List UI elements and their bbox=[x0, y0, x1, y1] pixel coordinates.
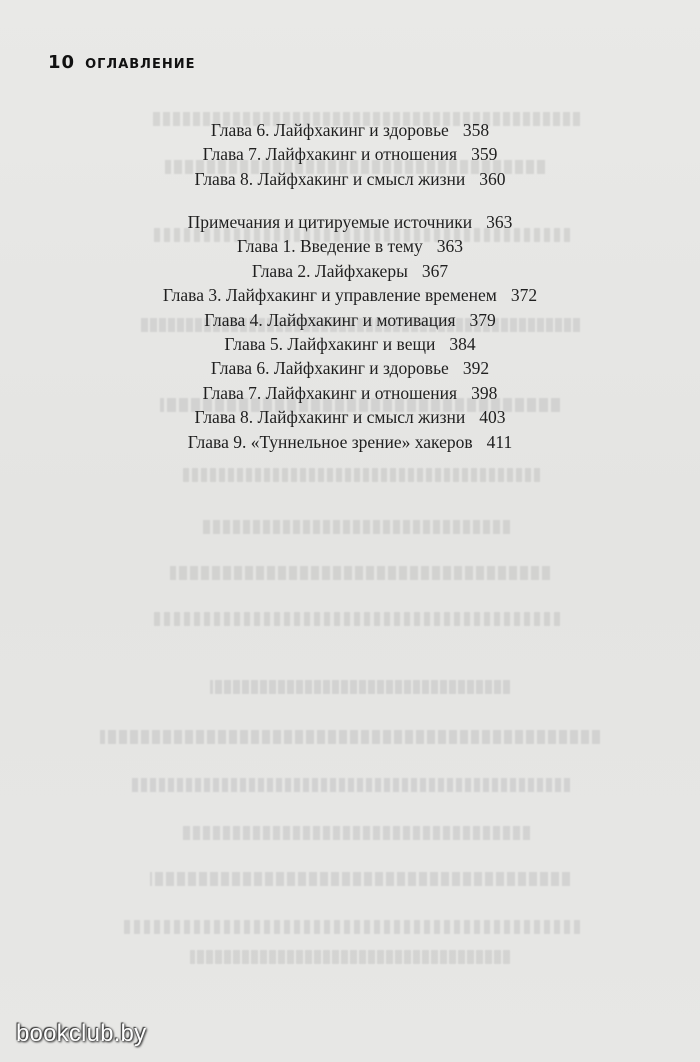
toc-entry-title: Глава 7. Лайфхакинг и отношения bbox=[202, 144, 458, 165]
toc-entry bbox=[0, 430, 700, 454]
toc-entry-page: 398 bbox=[471, 382, 498, 403]
toc-entry bbox=[0, 381, 700, 405]
toc-entry bbox=[0, 210, 700, 234]
toc-entry-title: Глава 8. Лайфхакинг и смысл жизни bbox=[194, 407, 466, 428]
toc-entry-page: 363 bbox=[436, 236, 464, 257]
toc-entry bbox=[0, 167, 700, 191]
toc-block-notes bbox=[0, 210, 700, 454]
toc-entry-page: 360 bbox=[479, 168, 506, 189]
toc-entry bbox=[0, 356, 700, 380]
page-number: 10 bbox=[48, 52, 76, 73]
toc-entry bbox=[0, 405, 700, 429]
toc-entry-title: Глава 3. Лайфхакинг и управление временем bbox=[162, 285, 497, 306]
toc-entry-title: Глава 5. Лайфхакинг и вещи bbox=[224, 334, 436, 355]
toc-entry-page: 363 bbox=[486, 212, 513, 232]
toc-entry-page: 379 bbox=[469, 309, 496, 330]
toc-entry-title: Глава 2. Лайфхакеры bbox=[251, 260, 408, 281]
toc-entry-page: 384 bbox=[449, 334, 476, 355]
toc-entry-page: 411 bbox=[486, 431, 513, 452]
running-title: ОГЛАВЛЕНИЕ bbox=[85, 57, 196, 72]
toc-entry bbox=[0, 234, 700, 258]
page-header bbox=[48, 52, 195, 73]
toc-entry bbox=[0, 308, 700, 332]
toc-entry-page: 372 bbox=[510, 285, 538, 306]
toc-entry-page: 403 bbox=[479, 407, 506, 428]
toc-entry-title: Глава 7. Лайфхакинг и отношения bbox=[202, 382, 458, 403]
site-watermark: bookclub.by bbox=[16, 1020, 147, 1047]
toc-entry-page: 359 bbox=[471, 144, 498, 165]
toc-entry bbox=[0, 332, 700, 356]
toc-entry-title: Глава 6. Лайфхакинг и здоровье bbox=[210, 358, 449, 379]
toc-entry bbox=[0, 118, 700, 142]
toc-entry-page: 392 bbox=[462, 358, 490, 379]
toc-entry bbox=[0, 142, 700, 166]
toc-entry-title: Глава 8. Лайфхакинг и смысл жизни bbox=[194, 168, 466, 189]
toc-entry-page: 358 bbox=[462, 120, 490, 140]
toc-entry bbox=[0, 283, 700, 307]
toc-entry-title: Глава 4. Лайфхакинг и мотивация bbox=[204, 309, 456, 330]
toc-entry-title: Глава 1. Введение в тему bbox=[236, 236, 423, 257]
toc-block-chapters-end bbox=[0, 118, 700, 191]
toc-entry bbox=[0, 259, 700, 283]
toc-entry-page: 367 bbox=[421, 260, 449, 281]
toc-entry-title: Глава 9. «Туннельное зрение» хакеров bbox=[187, 431, 473, 452]
toc-entry-title: Примечания и цитируемые источники bbox=[187, 212, 473, 232]
toc-entry-title: Глава 6. Лайфхакинг и здоровье bbox=[210, 120, 449, 140]
